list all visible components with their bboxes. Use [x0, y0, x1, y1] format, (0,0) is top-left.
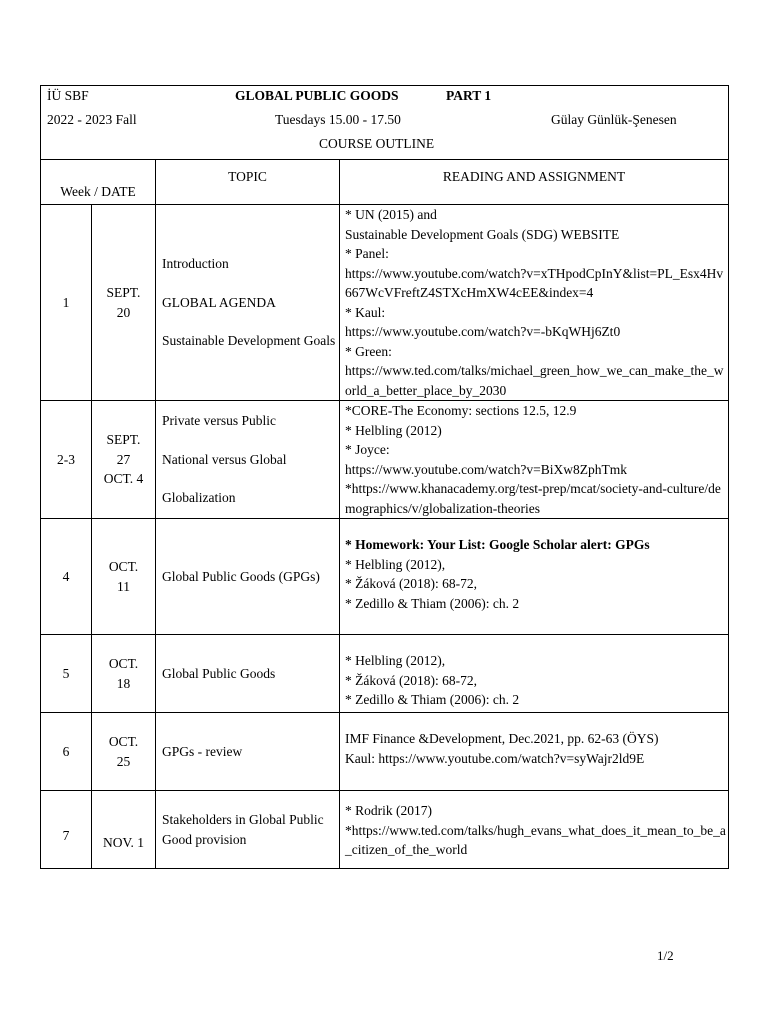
reading-link[interactable]: https://www.ted.com/talks/michael_green_how_we_can_make_the_world_a_better_place_by_2030	[345, 363, 724, 398]
date-line: 18	[116, 675, 131, 691]
topic-line: Introduction	[162, 256, 229, 272]
topic-line	[162, 469, 339, 488]
date-line: SEPT.	[106, 432, 141, 448]
reading-item: * Rodrik (2017)	[345, 803, 432, 818]
table-row	[41, 519, 729, 635]
reading-item: *CORE-The Economy: sections 12.5, 12.9	[345, 403, 577, 418]
reading-item: Sustainable Development Goals (SDG) WEBSITE	[345, 226, 620, 242]
term: 2022 - 2023 Fall	[47, 112, 137, 127]
table-row	[41, 205, 729, 401]
topic-header: TOPIC	[156, 160, 340, 205]
reading-link[interactable]: https://www.youtube.com/watch?v=-bKqWHj6Zt0	[345, 324, 621, 339]
homework-assignment: * Homework: Your List: Google Scholar alert: GPGs	[345, 537, 650, 552]
topic	[156, 401, 340, 519]
topic	[156, 791, 340, 869]
institution: İÜ SBF	[47, 88, 89, 103]
reading-header: READING AND ASSIGNMENT	[340, 160, 729, 205]
reading-link[interactable]: *https://www.khanacademy.org/test-prep/mcat/society-and-culture/demographics/v/globalization-theories	[345, 481, 721, 516]
reading-assignment	[340, 519, 729, 635]
reading-link[interactable]: Kaul: https://www.youtube.com/watch?v=syWajr2ld9E	[345, 750, 645, 766]
table-row	[41, 713, 729, 791]
date-line: OCT.	[108, 559, 139, 574]
table-row	[41, 635, 729, 713]
date-line: OCT.	[108, 734, 139, 749]
reading-item: * Helbling (2012),	[345, 556, 446, 572]
reading-item: * Kaul:	[345, 304, 386, 320]
reading-item: * Zedillo & Thiam (2006): ch. 2	[345, 692, 520, 707]
topic-line: Sustainable Development Goals	[162, 333, 336, 349]
topic-line: Global Public Goods (GPGs)	[162, 568, 320, 584]
week-number: 4	[41, 519, 92, 635]
reading-item: * Žáková (2018): 68-72,	[345, 672, 477, 688]
instructor: Gülay Günlük-Şenesen	[551, 112, 677, 127]
reading-item: * Žáková (2018): 68-72,	[345, 576, 477, 591]
reading-assignment	[340, 635, 729, 713]
outline-rows	[41, 205, 729, 869]
reading-assignment	[340, 205, 729, 401]
header-block	[41, 86, 729, 160]
week-number: 5	[41, 635, 92, 713]
date-line: SEPT.	[106, 285, 141, 300]
week-number: 7	[41, 791, 92, 869]
topic-line: Globalization	[162, 490, 236, 506]
topic-line: GLOBAL AGENDA	[162, 294, 276, 310]
reading-link[interactable]: https://www.youtube.com/watch?v=BiXw8ZphTmk	[345, 461, 627, 477]
date-line: NOV. 1	[102, 835, 144, 851]
topic	[156, 713, 340, 791]
course-part: PART 1	[446, 88, 492, 103]
reading-assignment	[340, 791, 729, 869]
week-date	[92, 713, 156, 791]
reading-item: * Green:	[345, 343, 392, 359]
reading-item: * Panel:	[345, 246, 389, 261]
reading-item: * UN (2015) and	[345, 207, 437, 222]
week-date	[92, 791, 156, 869]
topic-line: Stakeholders in Global Public Good provision	[162, 812, 324, 847]
reading-link[interactable]: https://www.youtube.com/watch?v=xTHpodCpInY&list=PL_Esx4Hv667WcVFreftZ4STXcHmXW4cEE&index=4	[345, 265, 724, 300]
week-number: 6	[41, 713, 92, 791]
date-line: 27	[116, 451, 131, 467]
page-number: 1/2	[657, 948, 674, 963]
date-line: 11	[117, 578, 130, 594]
topic-line: Global Public Goods	[162, 665, 276, 681]
week-date	[92, 519, 156, 635]
reading-assignment	[340, 713, 729, 791]
table-row	[41, 401, 729, 519]
topic-line: GPGs - review	[162, 743, 243, 759]
course-outline-table	[40, 85, 729, 869]
topic	[156, 635, 340, 713]
reading-assignment	[340, 401, 729, 519]
week-date	[92, 401, 156, 519]
date-line: 25	[116, 753, 131, 769]
schedule: Tuesdays 15.00 - 17.50	[275, 112, 401, 127]
date-line: OCT.	[108, 656, 139, 671]
table-row	[41, 791, 729, 869]
course-title: GLOBAL PUBLIC GOODS	[235, 88, 399, 103]
outline-label: COURSE OUTLINE	[319, 136, 435, 151]
topic-line	[162, 431, 339, 450]
date-line: OCT. 4	[103, 471, 144, 487]
reading-item: * Zedillo & Thiam (2006): ch. 2	[345, 595, 520, 611]
topic-line	[162, 274, 339, 293]
topic	[156, 519, 340, 635]
topic-line: Private versus Public	[162, 413, 276, 429]
topic	[156, 205, 340, 401]
date-line: 20	[116, 304, 131, 320]
week-date	[92, 205, 156, 401]
topic-line: National versus Global	[162, 451, 287, 467]
reading-item: * Helbling (2012)	[345, 422, 442, 438]
week-number: 2-3	[41, 401, 92, 519]
week-number: 1	[41, 205, 92, 401]
reading-item: * Helbling (2012),	[345, 653, 446, 668]
week-date-header: Week / DATE	[41, 160, 156, 205]
week-date	[92, 635, 156, 713]
reading-link[interactable]: *https://www.ted.com/talks/hugh_evans_what_does_it_mean_to_be_a_citizen_of_the_world	[345, 822, 726, 857]
topic-line	[162, 312, 339, 331]
reading-item: IMF Finance &Development, Dec.2021, pp. 62-63 (ÖYS)	[345, 731, 659, 746]
reading-item: * Joyce:	[345, 442, 390, 457]
